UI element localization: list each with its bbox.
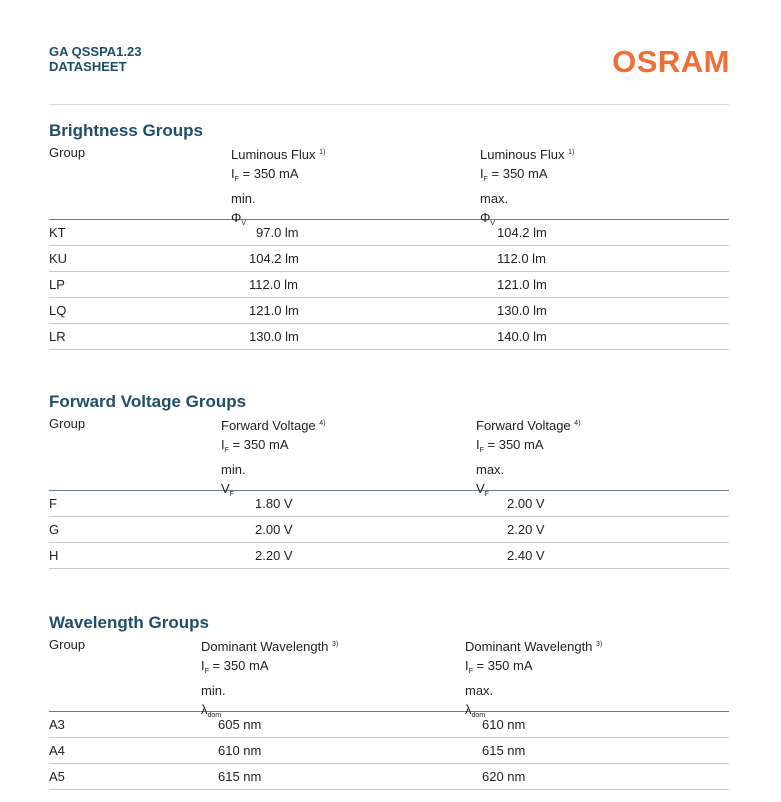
table-row (49, 324, 729, 350)
group-cell: KU (49, 251, 68, 266)
document-type: DATASHEET (49, 59, 127, 74)
quantity-subscript: F (484, 491, 489, 498)
table-row (49, 764, 729, 790)
group-cell: LQ (49, 303, 67, 318)
max-cell: 2.00 V (507, 496, 545, 511)
max-cell: 2.20 V (507, 522, 545, 537)
section-title: Brightness Groups (49, 121, 203, 140)
group-cell: H (49, 548, 59, 563)
min-cell: 97.0 lm (256, 225, 299, 240)
quantity-subscript: dom (471, 712, 486, 719)
table-row (49, 298, 729, 324)
group-cell: G (49, 522, 60, 537)
max-cell: 104.2 lm (497, 225, 547, 240)
max-cell: 121.0 lm (497, 277, 547, 292)
condition-value: = 350 mA (228, 437, 289, 452)
group-column-header: Group (49, 145, 86, 160)
forward-voltage-groups-section (49, 390, 729, 569)
quantity-subscript: dom (207, 712, 222, 719)
group-cell: A5 (49, 769, 65, 784)
footnote-ref: 1) (568, 149, 575, 156)
condition-symbol: I (221, 437, 225, 452)
parameter-name: Luminous Flux (231, 147, 316, 162)
header-divider (49, 104, 729, 105)
parameter-name: Forward Voltage (476, 418, 571, 433)
quantity-symbol: V (476, 481, 485, 496)
condition-symbol: I (465, 658, 469, 673)
min-cell: 1.80 V (255, 496, 293, 511)
table-row (49, 272, 729, 298)
condition-subscript: F (224, 447, 229, 454)
min-cell: 121.0 lm (249, 303, 299, 318)
table-row (49, 738, 729, 764)
max-cell: 130.0 lm (497, 303, 547, 318)
condition-value: = 350 mA (208, 658, 269, 673)
group-column-header: Group (49, 416, 86, 431)
max-cell: 620 nm (482, 769, 526, 784)
min-cell: 615 nm (218, 769, 262, 784)
parameter-name: Dominant Wavelength (465, 639, 593, 654)
limit-kind: max. (465, 683, 494, 698)
table-row (49, 491, 729, 517)
group-cell: LP (49, 277, 65, 292)
max-cell: 112.0 lm (497, 251, 546, 266)
max-cell: 615 nm (482, 743, 526, 758)
table-header (49, 414, 729, 498)
brightness-groups-section (49, 119, 729, 350)
section-title: Wavelength Groups (49, 613, 209, 632)
table-header (49, 143, 729, 227)
condition-value: = 350 mA (487, 166, 548, 181)
group-cell: F (49, 496, 57, 511)
condition-symbol: I (480, 166, 484, 181)
condition-symbol: I (476, 437, 480, 452)
quantity-subscript: F (229, 491, 234, 498)
limit-kind: min. (221, 462, 246, 477)
quantity-symbol: λ (465, 702, 472, 717)
limit-kind: min. (231, 191, 256, 206)
condition-value: = 350 mA (472, 658, 533, 673)
quantity-symbol: Φ (231, 210, 242, 225)
condition-subscript: F (483, 176, 488, 183)
footnote-ref: 3) (596, 641, 603, 648)
condition-symbol: I (231, 166, 235, 181)
group-cell: A3 (49, 717, 65, 732)
limit-kind: min. (201, 683, 226, 698)
table-row (49, 517, 729, 543)
document-id (49, 44, 141, 74)
max-cell: 610 nm (482, 717, 526, 732)
min-cell: 2.00 V (255, 522, 293, 537)
quantity-subscript: V (490, 220, 496, 227)
min-cell: 610 nm (218, 743, 262, 758)
max-cell: 2.40 V (507, 548, 545, 563)
min-cell: 605 nm (218, 717, 262, 732)
min-cell: 104.2 lm (249, 251, 299, 266)
condition-subscript: F (468, 668, 473, 675)
quantity-symbol: V (221, 481, 230, 496)
wavelength-groups-section (49, 611, 729, 790)
table-row (49, 712, 729, 738)
min-cell: 112.0 lm (249, 277, 298, 292)
parameter-name: Luminous Flux (480, 147, 565, 162)
condition-subscript: F (479, 447, 484, 454)
group-cell: LR (49, 329, 66, 344)
table-row (49, 246, 729, 272)
group-cell: KT (49, 225, 66, 240)
condition-subscript: F (234, 176, 239, 183)
min-cell: 2.20 V (255, 548, 293, 563)
min-cell: 130.0 lm (249, 329, 299, 344)
condition-value: = 350 mA (483, 437, 544, 452)
footnote-ref: 1) (319, 149, 326, 156)
parameter-name: Dominant Wavelength (201, 639, 329, 654)
parameter-name: Forward Voltage (221, 418, 316, 433)
footnote-ref: 3) (332, 641, 339, 648)
footnote-ref: 4) (319, 420, 326, 427)
osram-logo: OSRAM (612, 44, 730, 79)
quantity-subscript: V (241, 220, 247, 227)
table-row (49, 220, 729, 246)
quantity-symbol: Φ (480, 210, 491, 225)
condition-subscript: F (204, 668, 209, 675)
limit-kind: max. (480, 191, 509, 206)
document-code: GA QSSPA1.23 (49, 44, 142, 59)
table-header (49, 635, 729, 719)
limit-kind: max. (476, 462, 505, 477)
quantity-symbol: λ (201, 702, 208, 717)
condition-symbol: I (201, 658, 205, 673)
section-title: Forward Voltage Groups (49, 392, 247, 411)
condition-value: = 350 mA (238, 166, 299, 181)
footnote-ref: 4) (574, 420, 581, 427)
group-cell: A4 (49, 743, 65, 758)
table-row (49, 543, 729, 569)
max-cell: 140.0 lm (497, 329, 547, 344)
group-column-header: Group (49, 637, 86, 652)
